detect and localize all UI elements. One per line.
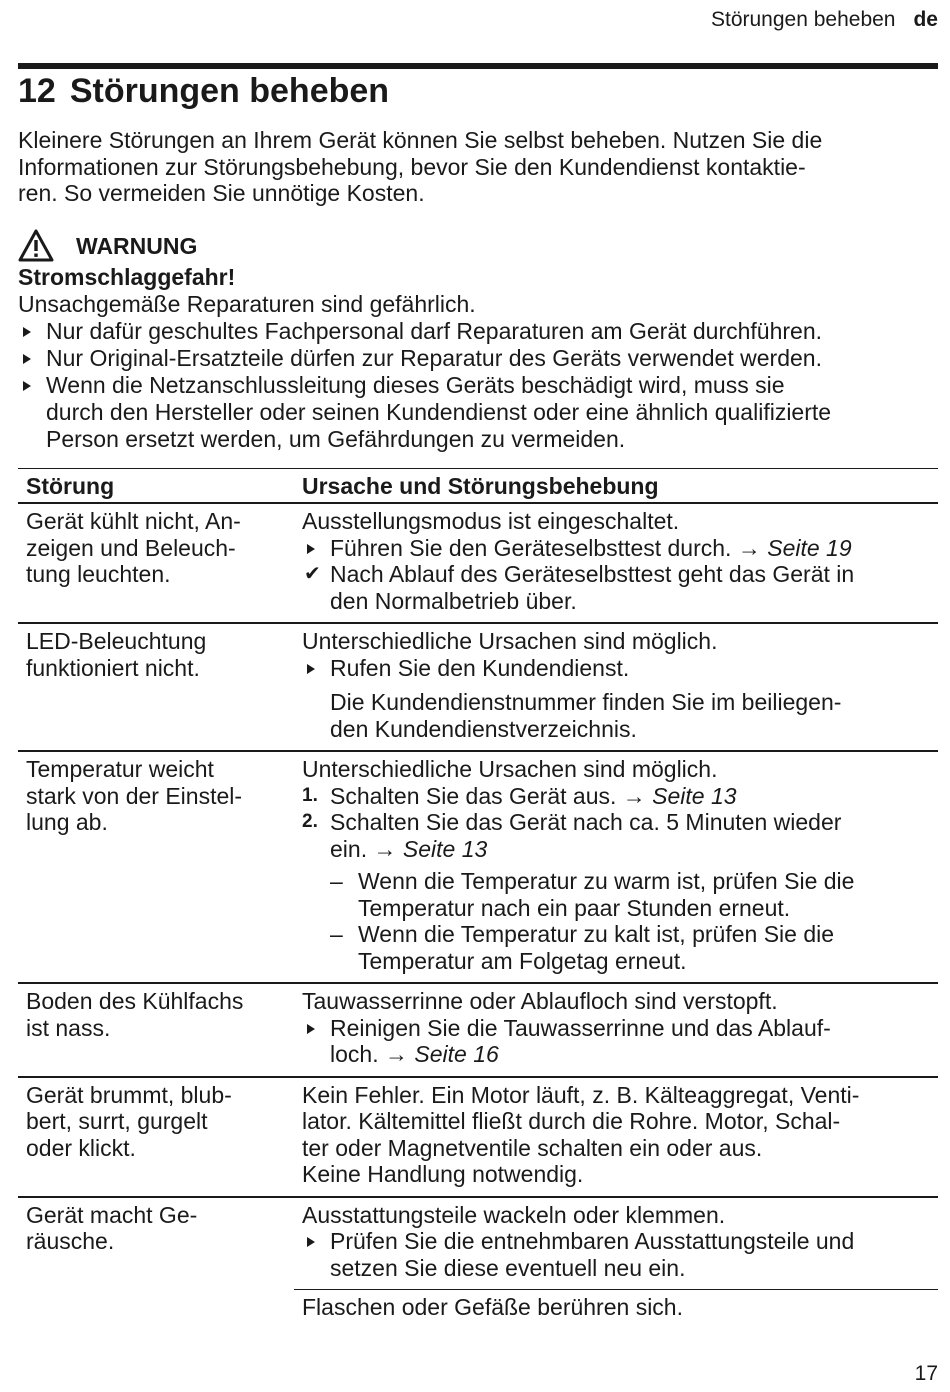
table-row [18,1077,938,1197]
cause-text: Ausstattungsteile wackeln oder klemmen. [302,1201,726,1228]
dash-marker: – [330,921,343,947]
header-rule [18,63,938,69]
cause-text: Unterschiedliche Ursachen sind möglich. [302,756,718,782]
warning-list-item: Nur Original-Ersatzteile dürfen zur Reparatur des Geräts verwendet werden. [18,345,943,372]
fault-cell: Gerät brummt, blub- bert, surrt, gurgelt oder klickt. [18,1077,294,1197]
warning-list-item: Nur dafür geschultes Fachpersonal darf Reparaturen am Gerät durchführen. [18,318,943,345]
table-row [18,623,938,751]
table-row [18,503,938,623]
troubleshooting-table [18,468,938,1329]
cause-cell [294,751,938,983]
chapter-number: 12 [18,72,56,110]
cause-text: Flaschen oder Gefäße berühren sich. [302,1294,683,1320]
cause-cell: Kein Fehler. Ein Motor läuft, z. B. Kälteaggregat, Venti- lator. Kältemittel fließt durch die Rohre. Motor, Schal- ter oder Magnetventile schalten ein oder aus. Keine Handlung notwendig. [294,1077,938,1197]
note-text: Die Kundendienstnummer finden Sie im beiliegen- den Kundendienstverzeichnis. [330,689,842,742]
bullet-triangle-icon [307,1237,315,1247]
cause-text: Ausstellungsmodus ist eingeschaltet. [302,508,680,534]
warning-triangle-icon [18,229,54,263]
page-reference-link[interactable]: → Seite 19 [737,534,852,561]
intro-paragraph [18,127,918,207]
column-header-fault: Störung [18,469,294,504]
result-item: ✔ Nach Ablauf des Geräteselbsttest geht das Gerät in den Normalbetrieb über. [304,561,855,614]
intro-line: ren. So vermeiden Sie unnötige Kosten. [18,180,425,206]
chapter-title-text: Störungen beheben [69,72,390,110]
cause-cell [294,983,938,1077]
warning-title: WARNUNG [76,232,198,259]
page-number: 17 [914,1362,938,1385]
page-reference-link[interactable]: → Seite 13 [373,835,488,862]
action-item: Rufen Sie den Kundendienst. [302,655,930,682]
action-item: Führen Sie den Geräteselbsttest durch. → Seite 19 [302,535,930,562]
cause-cell [294,1290,938,1329]
warning-list [18,318,943,453]
cause-cell [294,503,938,623]
fault-cell: Temperatur weicht stark von der Einstel- lung ab. [18,751,294,983]
warning-text: Unsachgemäße Reparaturen sind gefährlich. [18,291,476,317]
intro-line: Informationen zur Störungsbehebung, bevor Sie den Kundendienst kontaktie- [18,153,806,180]
bullet-triangle-icon [307,544,315,554]
warning-subtitle: Stromschlaggefahr! [18,264,236,290]
step-number: 1. [302,784,318,806]
chapter-title [18,72,389,111]
column-header-cause: Ursache und Störungsbehebung [294,469,938,504]
warning-box [18,228,943,453]
fault-cell: Gerät macht Ge- räusche. [26,1201,198,1254]
fault-cell: LED-Beleuchtung funktioniert nicht. [18,623,294,751]
cause-cell [294,623,938,751]
running-header [711,8,938,32]
checkmark-icon: ✔ [304,563,321,585]
fault-cell: Gerät kühlt nicht, An- zeigen und Beleuch- tung leuchten. [18,503,294,623]
bullet-triangle-icon [23,354,31,364]
action-item: Reinigen Sie die Tauwasserrinne und das Ablauf- loch. → Seite 16 [302,1015,930,1068]
intro-line: Kleinere Störungen an Ihrem Gerät können Sie selbst beheben. Nutzen Sie die [18,127,823,153]
language-code: de [913,8,938,31]
numbered-step: 2. Schalten Sie das Gerät nach ca. 5 Minuten wieder ein. → Seite 13 [302,809,842,862]
bullet-triangle-icon [307,1024,315,1034]
action-item: Prüfen Sie die entnehmbaren Ausstattungsteile und setzen Sie diese eventuell neu ein. [302,1228,930,1281]
numbered-step: 1. Schalten Sie das Gerät aus. → Seite 13 [302,782,737,809]
cause-text: Unterschiedliche Ursachen sind möglich. [302,628,718,654]
bullet-triangle-icon [307,664,315,674]
table-row [18,983,938,1077]
table-header-row [18,469,938,504]
warning-heading [18,228,943,264]
page-reference-link[interactable]: → Seite 13 [622,782,737,809]
table-row [18,751,938,983]
sub-item: – Wenn die Temperatur zu kalt ist, prüfen Sie die Temperatur am Folgetag erneut. [330,921,835,974]
sub-item: – Wenn die Temperatur zu warm ist, prüfen Sie die Temperatur nach ein paar Stunden erneut. [330,868,855,921]
bullet-triangle-icon [23,381,31,391]
step-number: 2. [302,811,318,832]
cause-cell [294,1197,938,1290]
table-row [18,1197,938,1290]
fault-cell: Boden des Kühlfachs ist nass. [18,983,294,1077]
page-reference-link[interactable]: → Seite 16 [384,1041,499,1067]
bullet-triangle-icon [23,327,31,337]
dash-marker: – [330,868,343,894]
warning-list-item: Wenn die Netzanschlussleitung dieses Geräts beschädigt wird, muss sie durch den Hersteller oder seinen Kundendienst oder eine ähnlich qualifizierte Person ersetzt werden, um Gefährdungen zu vermeiden. [18,372,943,453]
running-header-section: Störungen beheben [710,8,896,31]
cause-text: Tauwasserrinne oder Ablaufloch sind verstopft. [302,988,778,1014]
